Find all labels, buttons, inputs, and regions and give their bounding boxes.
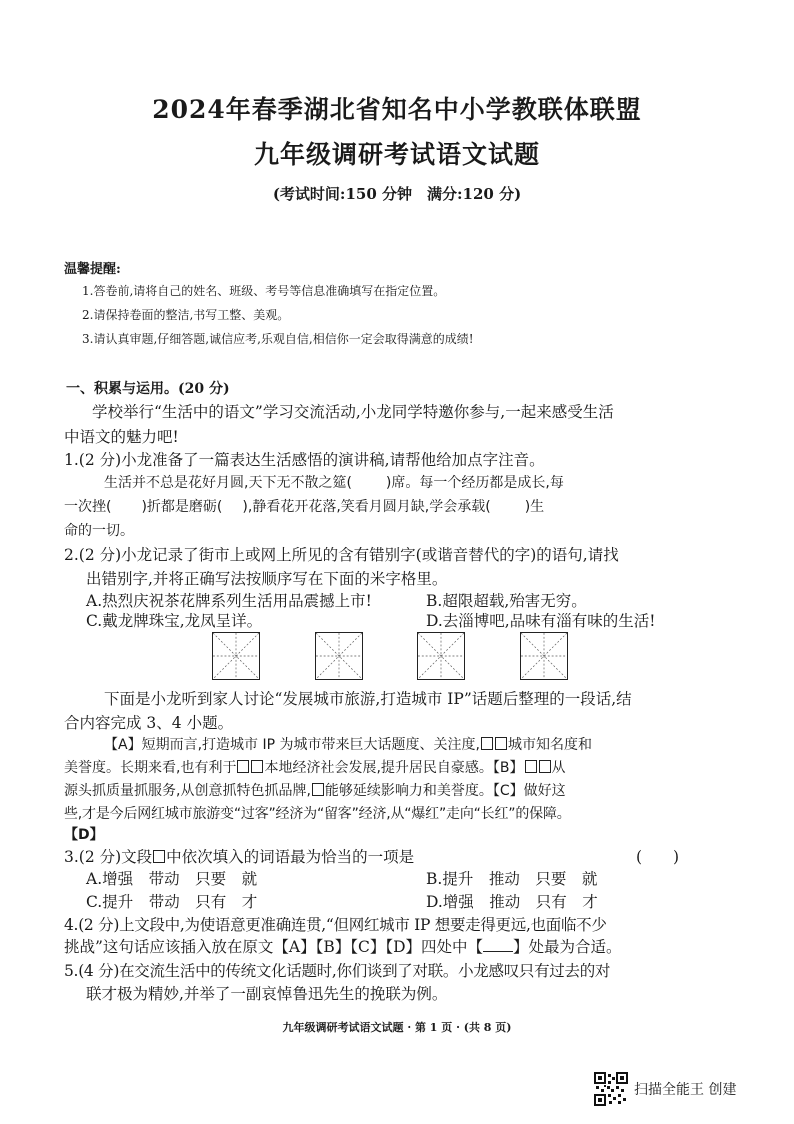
mizi-grid-row xyxy=(212,632,568,682)
tip-item-2: 2.请保持卷面的整洁,书写工整、美观。 xyxy=(82,308,290,322)
blank-box-icon xyxy=(495,737,507,750)
q2-option-c: C.戴龙牌珠宝,龙凤呈详。 xyxy=(86,612,263,630)
tip-item-1: 1.答卷前,请将自己的姓名、班级、考号等信息准确填写在指定位置。 xyxy=(82,284,446,298)
blank-box-icon xyxy=(525,760,537,773)
page-footer: 九年级调研考试语文试题 · 第 1 页 · (共 8 页) xyxy=(282,1021,512,1034)
q3-option-c: C.提升 带动 只有 才 xyxy=(86,893,258,911)
q4-stem-1: 4.(2 分)上文段中,为使语意更准确连贯,“但网红城市 IP 想要走得更远,也面临不少 xyxy=(64,916,607,934)
q1-passage-line2: 一次挫( )折都是磨砺( ),静看花开花落,笑看月圆月缺,学会承载( )生 xyxy=(64,499,545,515)
q3-option-d: D.增强 推动 只有 才 xyxy=(426,893,598,911)
passage-line-4: 些,才是今后网红城市旅游变“过客”经济为“留客”经济,从“爆红”走向“长红”的保障。 xyxy=(64,806,571,822)
q5-stem-1: 5.(4 分)在交流生活中的传统文化话题时,你们谈到了对联。小龙感叹只有过去的对 xyxy=(64,962,611,980)
q4-stem-2: 挑战”这句话应该插入放在原文【A】【B】【C】【D】四处中【 】处最为合适。 xyxy=(64,938,622,956)
passage-intro-1: 下面是小龙听到家人讨论“发展城市旅游,打造城市 IP”话题后整理的一段话,结 xyxy=(104,690,632,708)
q3-answer-paren[interactable]: ( ) xyxy=(636,848,680,866)
mizi-grid-cell[interactable] xyxy=(315,632,363,680)
passage-line-2: 美誉度。长期来看,也有利于 本地经济社会发展,提升居民自豪感。【B】 从 xyxy=(64,760,566,776)
blank-box-icon xyxy=(153,850,165,863)
passage-intro-2: 合内容完成 3、4 小题。 xyxy=(64,714,234,732)
blank-box-icon xyxy=(251,760,263,773)
q3-stem: 3.(2 分)文段 中依次填入的词语最为恰当的一项是 xyxy=(64,848,415,866)
passage-line-1: 【A】短期而言,打造城市 IP 为城市带来巨大话题度、关注度, 城市知名度和 xyxy=(104,737,592,753)
section-heading: 一、积累与运用。(20 分) xyxy=(66,381,230,397)
blank-box-icon xyxy=(312,783,324,796)
tip-item-3: 3.请认真审题,仔细答题,诚信应考,乐观自信,相信你一定会取得满意的成绩! xyxy=(82,332,474,346)
section-intro-1: 学校举行“生活中的语文”学习交流活动,小龙同学特邀你参与,一起来感受生活 xyxy=(92,403,614,421)
mizi-grid-cell[interactable] xyxy=(417,632,465,680)
q2-stem-1: 2.(2 分)小龙记录了街市上或网上所见的含有错别字(或谐音替代的字)的语句,请找 xyxy=(64,546,619,564)
passage-line-3: 源头抓质量抓服务,从创意抓特色抓品牌, 能够延续影响力和美誉度。【C】做好这 xyxy=(64,783,566,799)
blank-box-icon xyxy=(481,737,493,750)
q1-passage-line3: 命的一切。 xyxy=(64,523,134,539)
q5-stem-2: 联才极为精妙,并举了一副哀悼鲁迅先生的挽联为例。 xyxy=(86,985,448,1003)
q1-stem: 1.(2 分)小龙准备了一篇表达生活感悟的演讲稿,请帮他给加点字注音。 xyxy=(64,451,545,469)
q4-answer-blank[interactable] xyxy=(483,939,513,952)
exam-title-line1: 2024年春季湖北省知名中小学教联体联盟 xyxy=(152,95,642,124)
mizi-grid-cell[interactable] xyxy=(212,632,260,680)
q2-option-d: D.去淄博吧,品味有淄有味的生活! xyxy=(426,612,656,630)
scanner-label: 扫描全能王 创建 xyxy=(634,1082,737,1098)
section-intro-2: 中语文的魅力吧! xyxy=(64,428,179,446)
exam-time-score: (考试时间:150 分钟 满分:120 分) xyxy=(272,185,522,203)
tips-heading: 温馨提醒: xyxy=(64,262,121,277)
q3-option-a: A.增强 带动 只要 就 xyxy=(86,870,258,888)
qr-code-icon xyxy=(594,1072,628,1106)
q2-stem-2: 出错别字,并将正确写法按顺序写在下面的米字格里。 xyxy=(86,570,448,588)
blank-box-icon xyxy=(237,760,249,773)
exam-title-line2: 九年级调研考试语文试题 xyxy=(253,140,540,169)
passage-line-5: 【D】 xyxy=(64,827,104,843)
q1-passage-line1: 生活并不总是花好月圆,天下无不散之筵( )席。每一个经历都是成长,每 xyxy=(104,475,564,491)
q2-option-b: B.超限超载,殆害无穷。 xyxy=(426,592,587,610)
q2-option-a: A.热烈庆祝茶花牌系列生活用品震撼上市! xyxy=(86,592,372,610)
scanner-watermark xyxy=(594,1072,736,1106)
q3-option-b: B.提升 推动 只要 就 xyxy=(426,870,598,888)
mizi-grid-cell[interactable] xyxy=(520,632,568,680)
blank-box-icon xyxy=(539,760,551,773)
